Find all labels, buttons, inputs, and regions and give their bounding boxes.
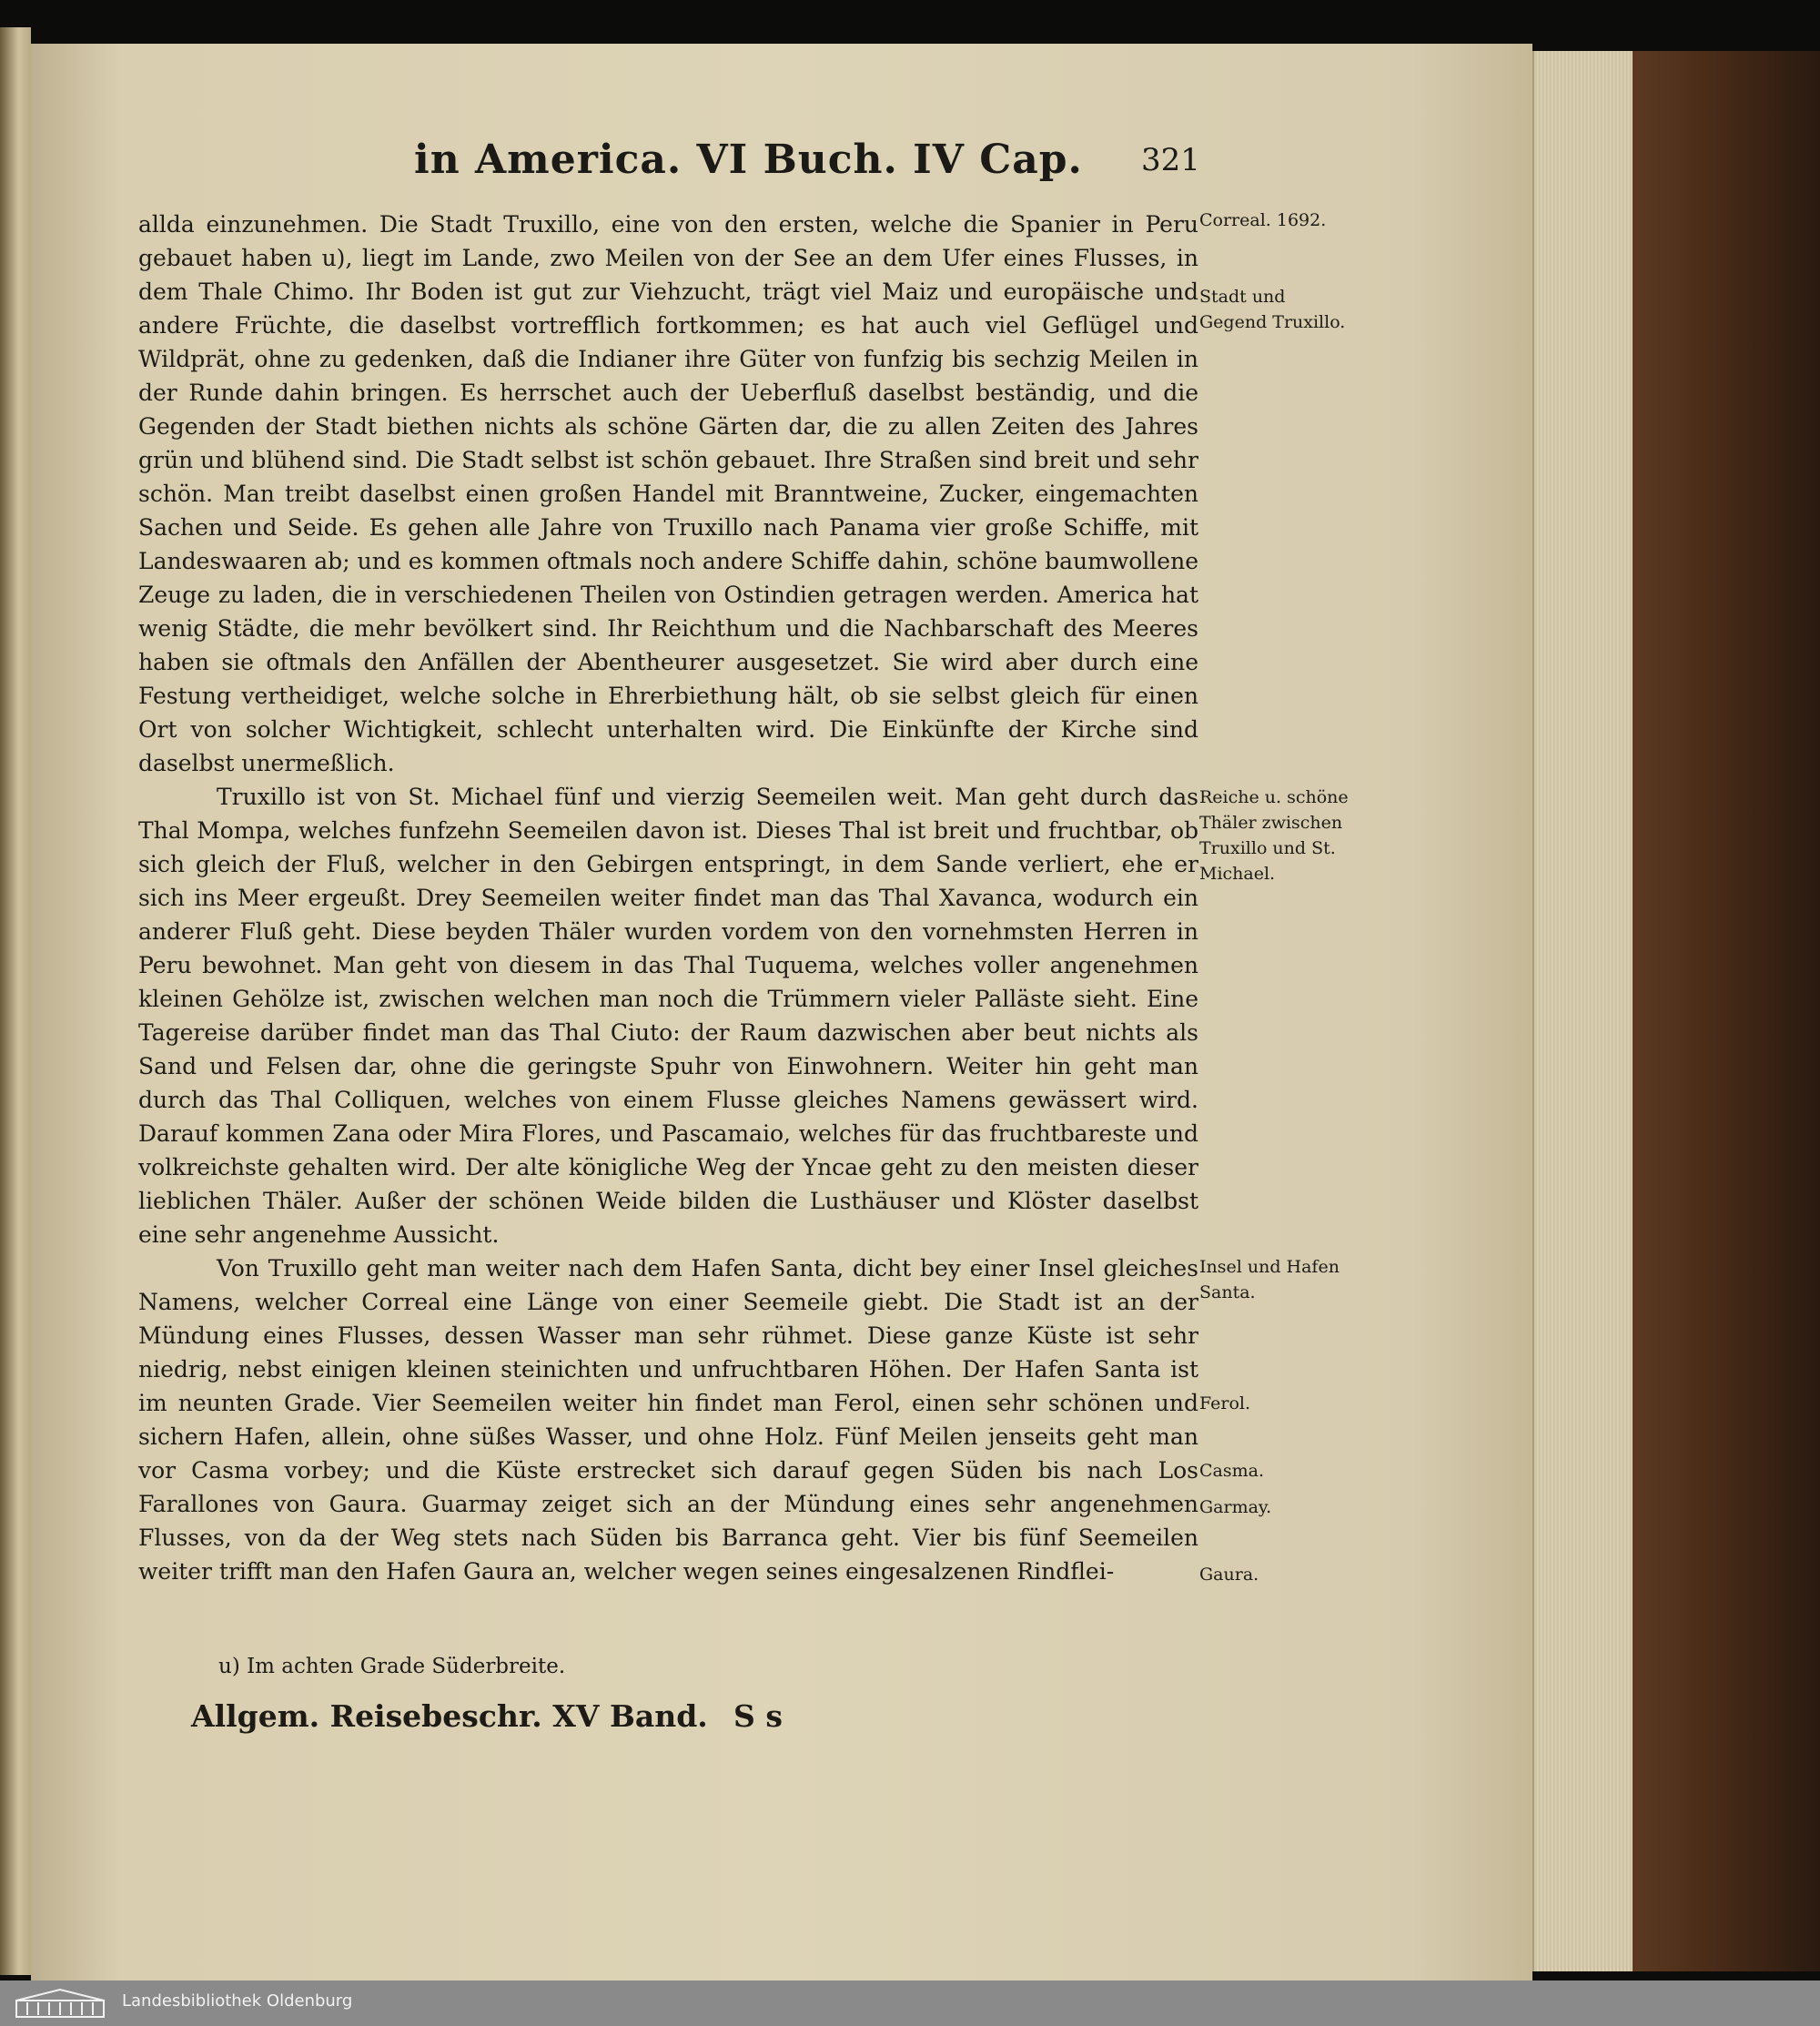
marginal-note: Gaura. [1199, 1565, 1259, 1585]
running-head [0, 137, 1532, 191]
running-title: in America. VI Buch. IV Cap. [414, 137, 1083, 183]
paragraph: Truxillo ist von St. Michael fünf und vierzig Seemeilen weit. Man geht durch das Thal Mompa, welches funfzehn Seemeilen davon ist. Dieses Thal ist breit und fruchtbar, ob sich gleich der Fluß, welcher in den Gebirgen entspringt, in dem Sande verliert, ehe er sich ins Meer ergeußt. Drey Seemeilen weiter findet man das Thal Xavanca, wodurch ein anderer Fluß geht. Diese beyden Thäler wurden vordem von den vornehmsten Herren in Peru bewohnet. Man geht von diesem in das Thal Tuquema, welches voller angenehmen kleinen Gehölze ist, zwischen welchen man noch die Trümmern vieler Palläste sieht. Eine Tagereise darüber findet man das Thal Ciuto: der Raum dazwischen aber beut nichts als Sand und Felsen dar, ohne die geringste Spuhr von Einwohnern. Weiter hin geht man durch das Thal Colliquen, welches von einem Flusse gleiches Namens gewässert wird. Darauf kommen Zana oder Mira Flores, und Pascamaio, welches für das fruchtbareste und volkreichste gehalten wird. Der alte königliche Weg der Yncae geht zu den meisten dieser lieblichen Thäler. Außer der schönen Weide bilden die Lusthäuser und Klöster daselbst eine sehr angenehme Aussicht. [138, 784, 1198, 1248]
library-name: Landesbibliothek Oldenburg [122, 1991, 353, 2011]
signature-mark: S s [733, 1698, 783, 1734]
marginal-note: Casma. [1199, 1461, 1264, 1481]
facing-page-edge [0, 27, 31, 1975]
footnote: u) Im achten Grade Süderbreite. [218, 1655, 566, 1678]
marginal-note: Stadt und Gegend Truxillo. [1199, 287, 1346, 332]
page-number: 321 [1141, 142, 1200, 178]
signature-line [191, 1698, 1192, 1734]
marginal-note: Ferol. [1199, 1393, 1251, 1413]
marginal-note: Reiche u. schöne Thäler zwischen Truxillo und St. Michael. [1199, 787, 1349, 884]
page-edges [1532, 51, 1634, 1971]
library-building-icon [15, 1988, 106, 2019]
signature-text: Allgem. Reisebeschr. XV Band. [191, 1698, 708, 1734]
book-cover [1633, 51, 1820, 1971]
footer-bar [0, 1980, 1820, 2026]
paragraph: allda einzunehmen. Die Stadt Truxillo, eine von den ersten, welche die Spanier in Peru gebauet haben u), liegt im Lande, zwo Meilen von der See an dem Ufer eines Flusses, in dem Thale Chimo. Ihr Boden ist gut zur Viehzucht, trägt viel Maiz und europäische und andere Früchte, die daselbst vortrefflich fortkommen; es hat auch viel Geflügel und Wildprät, ohne zu gedenken, daß die Indianer ihre Güter von funfzig bis sechzig Meilen in der Runde dahin bringen. Es herrschet auch der Ueberfluß daselbst beständig, und die Gegenden der Stadt biethen nichts als schöne Gärten dar, die zu allen Zeiten des Jahres grün und blühend sind. Die Stadt selbst ist schön gebauet. Ihre Straßen sind breit und sehr schön. Man treibt daselbst einen großen Handel mit Branntweine, Zucker, eingemachten Sachen und Seide. Es gehen alle Jahre von Truxillo nach Panama vier große Schiffe, mit Landeswaaren ab; und es kommen oftmals noch andere Schiffe dahin, schöne baumwollene Zeuge zu laden, die in verschiedenen Theilen von Ostindien getragen werden. America hat wenig Städte, die mehr bevölkert sind. Ihr Reichthum und die Nachbarschaft des Meeres haben sie oftmals den Anfällen der Abentheurer ausgesetzet. Sie wird aber durch eine Festung vertheidiget, welche solche in Ehrerbiethung hält, ob sie selbst gleich für einen Ort von solcher Wichtigkeit, schlecht unterhalten wird. Die Einkünfte der Kirche sind daselbst unermeßlich. [138, 211, 1198, 776]
marginal-note: Garmay. [1199, 1497, 1272, 1517]
marginal-note: Correal. 1692. [1199, 210, 1327, 230]
paragraph: Von Truxillo geht man weiter nach dem Hafen Santa, dicht bey einer Insel gleiches Namens, welcher Correal eine Länge von einer Seemeile giebt. Die Stadt ist an der Mündung eines Flusses, dessen Wasser man sehr rühmet. Diese ganze Küste ist sehr niedrig, nebst einigen kleinen steinichten und unfruchtbaren Höhen. Der Hafen Santa ist im neunten Grade. Vier Seemeilen weiter hin findet man Ferol, einen sehr schönen und sichern Hafen, allein, ohne süßes Wasser, und ohne Holz. Fünf Meilen jenseits geht man vor Casma vorbey; und die Küste erstrecket sich darauf gegen Süden bis nach Los Farallones von Gaura. Guarmay zeiget sich an der Mündung eines sehr angenehmen Flusses, von da der Weg stets nach Süden bis Barranca geht. Vier bis fünf Seemeilen weiter trifft man den Hafen Gaura an, welcher wegen seines eingesalzenen Rindflei- [138, 1255, 1198, 1585]
marginal-note: Insel und Hafen Santa. [1199, 1257, 1340, 1302]
body-text [138, 208, 1198, 1588]
